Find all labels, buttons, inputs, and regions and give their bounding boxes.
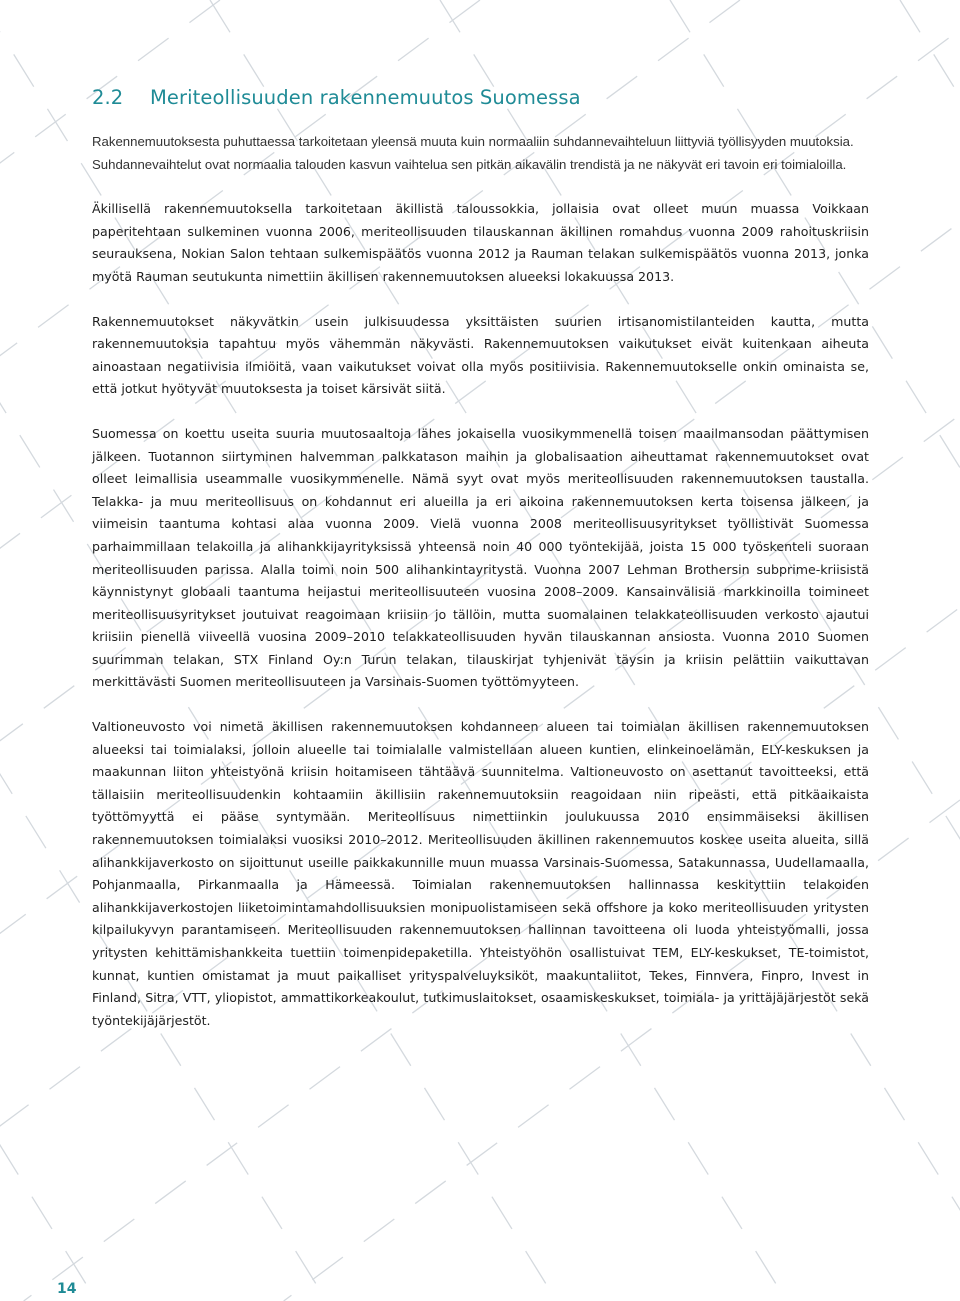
- paragraph-sudden-change: Äkillisellä rakennemuutoksella tarkoitetaan äkillistä taloussokkia, jollaisia ovat olleet muun muassa Voikkaan paperitehtaan sulkeminen vuonna 2006, meriteollisuuden tilauskannan äkillinen romahdus vuonna 2009 rahoituskriisin seurauksena, Nokian Salon tehtaan sulkemispäätös vuonna 2012 ja Rauman telakan sulkemispäätös vuonna 2013, jonka myötä Rauman seutukunta nimettiin äkillisen rakennemuutoksen alueeksi lokakuussa 2013.: [92, 201, 869, 284]
- paragraph-visibility: Rakennemuutokset näkyvätkin usein julkisuudessa yksittäisten suurien irtisanomistilanteiden kautta, mutta rakennemuutoksia tapahtuu myös vähemmän näkyvästi. Rakennemuutoksen vaikutukset eivät kuitenkaan aiheuta ainoastaan negatiivisia ilmiöitä, vaan vaikutukset voivat olla myös positiivisia. Rakennemuutokselle onkin ominaista se, että jotkut hyötyvät muutoksesta ja toiset kärsivät siitä.: [92, 313, 869, 397]
- section-heading: [92, 86, 869, 109]
- page-number: 14: [57, 1281, 77, 1297]
- paragraph-history: Suomessa on koettu useita suuria muutosaaltoja lähes jokaisella vuosikymmenellä toisen maailmansodan päättymisen jälkeen. Tuotannon siirtyminen halvemman palkkatason maihin ja globalisaation aiheuttamat rakennemuutokset ovat olleet leimallisia useammalle vuosikymmenelle. Nämä syyt ovat myös meriteollisuuden rakennemuutoksen taustalla. Telakka- ja muu meriteollisuus on kohdannut eri alueilla ja eri aikoina rakennemuutoksen kerta toisensa jälkeen, ja viimeisin taantuma kohtasi alaa vuonna 2009. Vielä vuonna 2008 meriteollisuusyritykset työllistivät Suomessa parhaimmillaan telakoilla ja alihankkijayrityksissä yhteensä noin 40 000 työntekijää, joista 15 000 työskenteli suoraan meriteollisuuden parissa. Alalla toimi noin 500 alihankintayritystä. Vuonna 2007 Lehman Brothersin subprime-kriisistä käynnistynyt globaali taantuma heijastui meriteollisuuteen vuosina 2008–2009. Kansainvälisiä markkinoilla toimineet meriteollisuusyritykset joutuivat reagoimaan kriisiin jo tällöin, mutta suomalainen telakkateollisuuden verkosto ajautui kriisiin pienellä viiveellä vuosina 2009–2010 telakkateollisuuden hyvän tilauskannan ansiosta. Vuonna 2010 Suomen suurimman telakan, STX Finland Oy:n Turun telakan, tilauskirjat tyhjenivät täysin ja kriisin pelättiin vaikuttavan merkittävästi Suomen meriteollisuuteen ja Varsinais-Suomen työttömyyteen.: [92, 425, 869, 690]
- section-number: 2.2: [92, 86, 124, 109]
- paragraph-government: Valtioneuvosto voi nimetä äkillisen rakennemuutoksen kohdanneen alueen tai toimialan äkillisen rakennemuutoksen alueeksi tai toimialaksi, jolloin alueelle tai toimialalle valmistellaan alueen kuntien, elinkeinoelämän, ELY-keskuksen ja maakunnan liiton yhteistyönä kriisin hoitamiseen tähtäävä suunnitelma. Valtioneuvosto on asettanut tavoitteeksi, että tällaisiin meriteollisuudenkin kohtaamiin äkillisiin rakennemuutoksiin reagoidaan niin ripeästi, että pitkäaikaista työttömyyttä ei pääse syntymään. Meriteollisuus nimettiinkin joulukuussa 2010 ensimmäiseksi äkillisen rakennemuutoksen toimialaksi vuosiksi 2010–2012. Meriteollisuuden äkillinen rakennemuutos koskee useita alueita, sillä alihankkijaverkosto on sijoittunut useille paikkakunnille muun muassa Varsinais-Suomessa, Satakunnassa, Uudellamaalla, Pohjanmaalla, Pirkanmaalla ja Hämeessä. Toimialan rakennemuutoksen hallinnassa keskityttiin telakoiden alihankkijaverkostojen liiketoimintamahdollisuuksien monipuolistamiseen sekä offshore ja koko meriteollisuuden yritysten kilpailukyvyn parantamiseen. Meriteollisuuden rakennemuutoksen hallinnan tavoitteena oli luoda yhteistyömalli, jossa yritysten kehittämishankkeita tuettiin toimenpidepaketilla. Yhteistyöhön osallistuivat TEM, ELY-keskukset, TE-toimistot, kunnat, kuntien omistamat ja muut paikalliset yrityspalveluyksiköt, maakuntaliitot, Tekes, Finnvera, Finpro, Invest in Finland, Sitra, VTT, yliopistot, ammattikorkeakoulut, tutkimuslaitokset, osaamiskeskukset, toimiala- ja yrittäjäjärjestöt sekä työntekijäjärjestöt.: [92, 719, 869, 1028]
- page-content: [92, 86, 869, 1054]
- paragraph-intro: Rakennemuutoksesta puhuttaessa tarkoitetaan yleensä muuta kuin normaaliin suhdannevaihteluun liittyviä työllisyyden muutoksia. Suhdannevaihtelut ovat normaalia talouden kasvun vaihtelua sen pitkän aikavälin trendistä ja ne näkyvät eri tavoin eri toimialoilla.: [92, 134, 854, 172]
- section-title: Meriteollisuuden rakennemuutos Suomessa: [150, 86, 581, 109]
